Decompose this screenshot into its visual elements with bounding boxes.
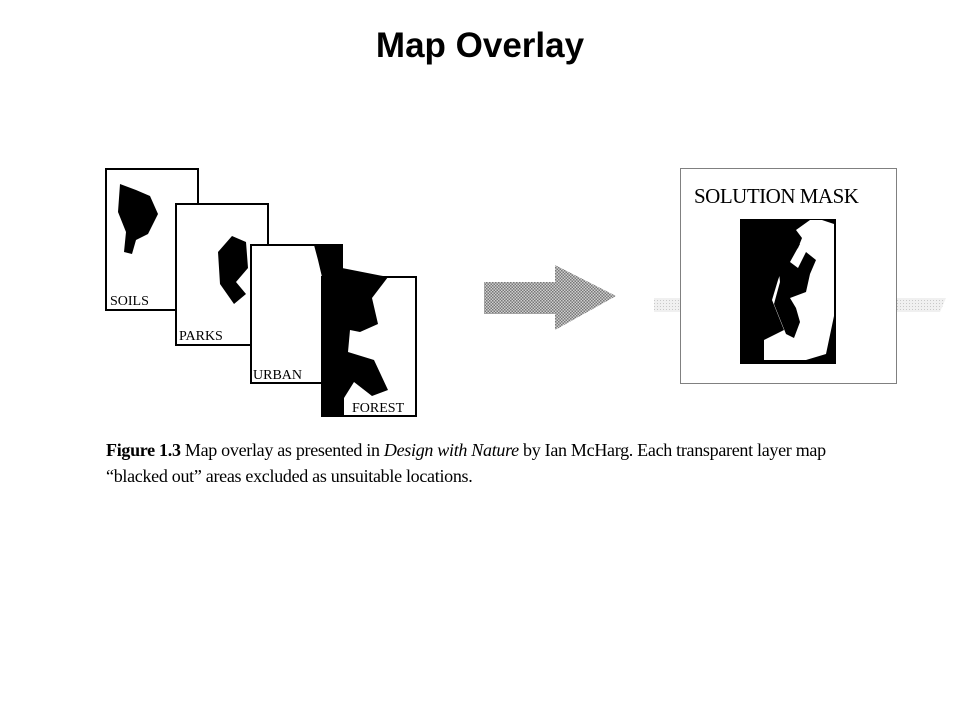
soils-label: SOILS — [110, 294, 149, 309]
solution-mask-panel — [681, 169, 897, 384]
caption-line-1 — [106, 437, 906, 463]
urban-label: URBAN — [253, 368, 303, 383]
caption-figure-label: Figure 1.3 — [106, 440, 181, 460]
caption-text-before-book: Map overlay as presented in — [180, 440, 384, 460]
caption-book-title: Design with Nature — [383, 440, 519, 460]
caption-text-after-book: by Ian McHarg. Each transparent layer map — [518, 440, 826, 460]
caption-line-2: “blacked out” areas excluded as unsuitable locations. — [106, 466, 473, 486]
figure-caption — [106, 437, 906, 489]
arrow-shape — [484, 265, 616, 330]
forest-label: FOREST — [352, 401, 405, 416]
parks-label: PARKS — [179, 329, 223, 344]
page-title: Map Overlay — [375, 26, 585, 65]
solution-mask-label: SOLUTION MASK — [694, 184, 859, 208]
map-layer-forest — [314, 245, 416, 416]
